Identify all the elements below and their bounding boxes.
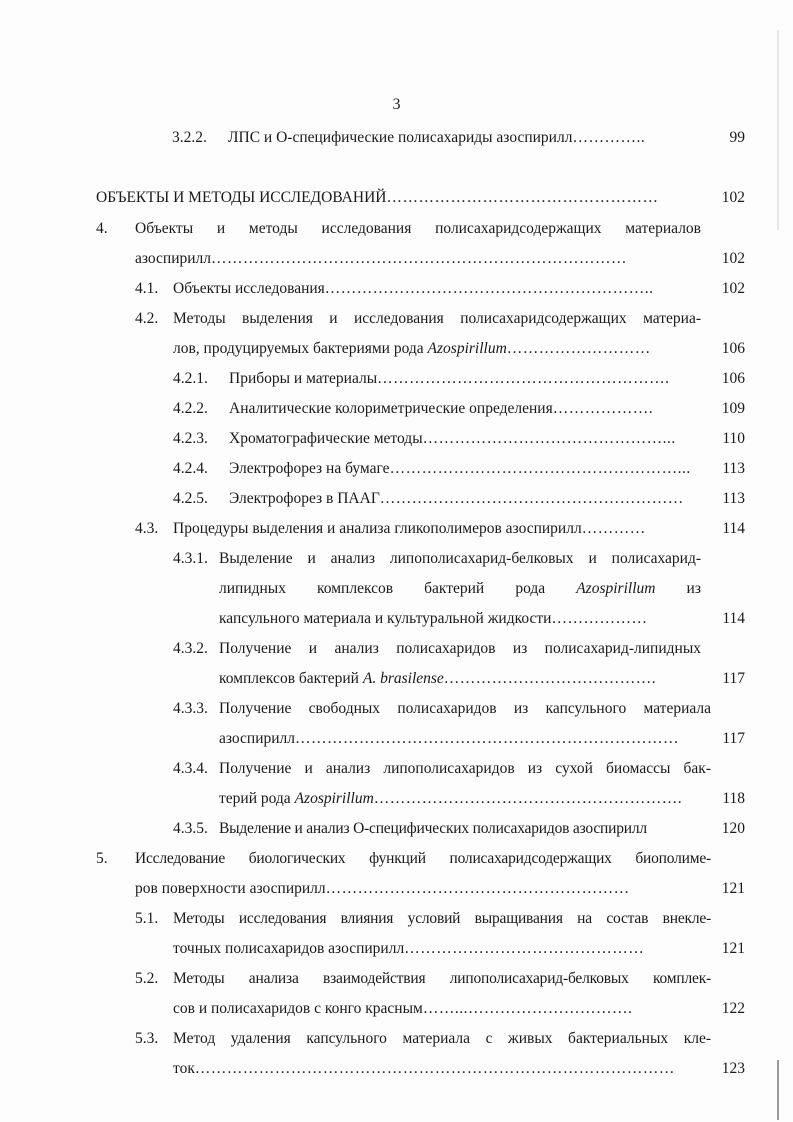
toc-entry-text: ЛПС и О-специфические полисахариды азоспирилл………….. — [228, 129, 646, 146]
toc-entry-number: 5.2. — [135, 970, 159, 987]
scan-artifact-bottom — [777, 1060, 779, 1120]
toc-entry-text: Получение свободных полисахаридов из капсульного материала — [219, 700, 711, 717]
toc-entry-number: 4.2.4. — [173, 460, 208, 477]
toc-entry-number: 4.1. — [135, 280, 159, 297]
toc-entry-4-3-1-cont — [0, 578, 793, 600]
toc-entry-number: 4.2.3. — [173, 430, 208, 447]
toc-entry-page: 117 — [722, 670, 745, 687]
toc-entry-4-3-4 — [0, 758, 793, 780]
toc-entry-text: Процедуры выделения и анализа гликополимеров азоспирилл………… — [173, 520, 646, 537]
toc-entry-4-2-1 — [0, 368, 793, 390]
toc-entry-page: 110 — [722, 430, 745, 447]
toc-entry-text: комплексов бактерий A. brasilense…………………………………. — [219, 670, 657, 687]
toc-entry-page: 117 — [722, 730, 745, 747]
toc-entry-3-2-2 — [0, 127, 793, 149]
toc-entry-page: 113 — [722, 490, 745, 507]
toc-entry-4-1 — [0, 278, 793, 300]
toc-entry-number: 4.2.1. — [173, 370, 208, 387]
toc-entry-text: Электрофорез на бумаге………………………………………………... — [229, 460, 691, 477]
toc-entry-number: 4.2.2. — [173, 400, 208, 417]
scan-artifact-top — [777, 30, 779, 230]
toc-entry-text: Объекты исследования…………………………………………………….. — [173, 280, 654, 297]
toc-entry-page: 102 — [721, 189, 745, 206]
toc-entry-text: Методы исследования влияния условий выращивания на состав внекле- — [173, 910, 711, 927]
toc-entry-text: Аналитические колориметрические определения………………. — [229, 400, 654, 417]
toc-entry-5-cont — [0, 878, 793, 900]
toc-entry-text: Приборы и материалы………………………………………………. — [229, 370, 670, 387]
toc-entry-5-2-cont — [0, 998, 793, 1020]
toc-entry-text: Получение и анализ полисахаридов из полисахарид-липидных — [219, 640, 701, 657]
toc-entry-4-2-4 — [0, 458, 793, 480]
toc-entry-text: липидных комплексов бактерий рода Azospirillum из — [219, 580, 701, 597]
toc-entry-4 — [0, 218, 793, 240]
toc-entry-4-3-3 — [0, 698, 793, 720]
toc-entry-number: 4.3.3. — [173, 700, 208, 717]
toc-entry-number: 5.1. — [135, 910, 159, 927]
toc-entry-page: 121 — [721, 880, 745, 897]
toc-entry-text: сов и полисахаридов с конго красным……...…………………………. — [173, 1000, 633, 1017]
toc-entry-text: азоспирилл…………………………………………………………………… — [135, 250, 628, 267]
toc-entry-number: 4.3. — [135, 520, 159, 537]
toc-entry-text: Методы выделения и исследования полисахаридсодержащих материа- — [173, 310, 701, 327]
toc-entry-page: 102 — [721, 280, 745, 297]
toc-entry-number: 5. — [96, 850, 108, 867]
toc-entry-4-3-1-cont2 — [0, 608, 793, 630]
toc-entry-4-3-2-cont — [0, 668, 793, 690]
toc-entry-page: 123 — [721, 1060, 745, 1077]
toc-entry-4-3 — [0, 518, 793, 540]
toc-entry-4-cont — [0, 248, 793, 270]
toc-entry-text: терий рода Azospirillum…………………………………………………. — [219, 790, 683, 807]
toc-entry-text: ток……………………………………………………………………………… — [173, 1060, 675, 1077]
toc-entry-4-3-1 — [0, 548, 793, 570]
toc-entry-4-2-2 — [0, 398, 793, 420]
toc-entry-page: 121 — [721, 940, 745, 957]
toc-entry-number: 4.2.5. — [173, 490, 208, 507]
toc-entry-number: 4.3.5. — [173, 820, 208, 837]
toc-entry-5 — [0, 848, 793, 870]
toc-entry-5-2 — [0, 968, 793, 990]
toc-entry-number: 4.3.4. — [173, 760, 208, 777]
toc-entry-text: Получение и анализ липополисахаридов из сухой биомассы бак- — [219, 760, 711, 777]
toc-entry-text: Методы анализа взаимодействия липополисахарид-белковых комплек- — [173, 970, 711, 987]
toc-entry-text: капсульного материала и культуральной жидкости……………… — [219, 610, 648, 627]
toc-entry-page: 120 — [721, 820, 745, 837]
toc-entry-text: ОБЪЕКТЫ И МЕТОДЫ ИССЛЕДОВАНИЙ…………………………………………… — [96, 189, 659, 206]
toc-entry-5-3-cont — [0, 1058, 793, 1080]
toc-entry-number: 4.3.1. — [173, 550, 208, 567]
toc-entry-page: 118 — [722, 790, 745, 807]
toc-entry-4-3-4-cont — [0, 788, 793, 810]
toc-entry-4-2 — [0, 308, 793, 330]
toc-entry-number: 5.3. — [135, 1030, 159, 1047]
toc-entry-5-3 — [0, 1028, 793, 1050]
toc-entry-text: точных полисахаридов азоспирилл……………………………………… — [173, 940, 645, 957]
toc-entry-page: 114 — [722, 610, 745, 627]
toc-entry-page: 102 — [721, 250, 745, 267]
toc-entry-page: 113 — [722, 460, 745, 477]
toc-entry-page: 106 — [721, 340, 745, 357]
toc-entry-text: ров поверхности азоспирилл………………………………………………… — [135, 880, 630, 897]
toc-entry-text: Электрофорез в ПААГ………………………………………………… — [229, 490, 684, 507]
toc-entry-page: 99 — [729, 129, 745, 146]
toc-entry-number: 4.2. — [135, 310, 159, 327]
toc-entry-5-1 — [0, 908, 793, 930]
toc-entry-page: 114 — [722, 520, 745, 537]
toc-entry-page: 122 — [721, 1000, 745, 1017]
toc-entry-text: Хроматографические методы………………………………………... — [229, 430, 676, 447]
page-number: 3 — [392, 96, 401, 113]
toc-entry-text: лов, продуцируемых бактериями рода Azospirillum……………………… — [173, 340, 651, 357]
toc-entry-text: Выделение и анализ липополисахарид-белковых и полисахарид- — [219, 550, 701, 567]
toc-entry-number: 4.3.2. — [173, 640, 208, 657]
toc-entry-page: 109 — [721, 400, 745, 417]
toc-entry-text: Выделение и анализ О-специфических полисахаридов азоспирилл — [219, 820, 647, 837]
toc-entry-4-2-cont — [0, 338, 793, 360]
toc-entry-text: Объекты и методы исследования полисахаридсодержащих материалов — [135, 220, 701, 237]
toc-entry-4-3-3-cont — [0, 728, 793, 750]
toc-entry-text: Исследование биологических функций полисахаридсодержащих биополиме- — [135, 850, 711, 867]
toc-entry-4-2-3 — [0, 428, 793, 450]
toc-entry-page: 106 — [721, 370, 745, 387]
toc-entry-4-3-2 — [0, 638, 793, 660]
toc-entry-text: азоспирилл……………………………………………………………… — [219, 730, 680, 747]
toc-entry-number: 4. — [96, 220, 108, 237]
toc-entry-5-1-cont — [0, 938, 793, 960]
toc-section-heading — [0, 187, 793, 209]
toc-entry-text: Метод удаления капсульного материала с живых бактериальных кле- — [173, 1030, 711, 1047]
toc-entry-number: 3.2.2. — [172, 129, 207, 146]
toc-entry-4-3-5 — [0, 818, 793, 840]
toc-entry-4-2-5 — [0, 488, 793, 510]
